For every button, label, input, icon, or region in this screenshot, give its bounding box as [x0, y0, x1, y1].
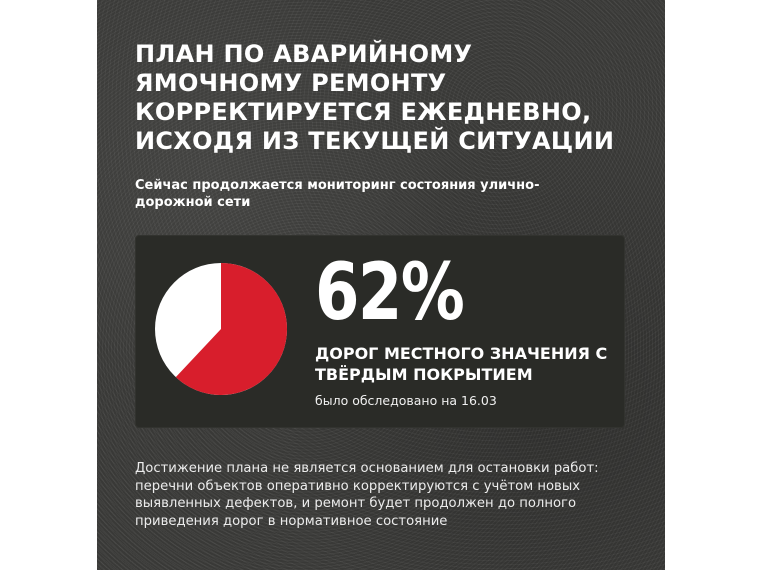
- footnote: Достижение плана не является основанием для остановки работ: перечни объектов оперативно корректируются с учётом новых выявленных дефектов, и ремонт будет продолжен до полного приведения дорог в нормативное состояние: [135, 461, 599, 529]
- stat-percent: 62%: [315, 248, 464, 338]
- pie-chart-icon: [151, 259, 291, 399]
- headline: ПЛАН ПО АВАРИЙНОМУ ЯМОЧНОМУ РЕМОНТУ КОРРЕКТИРУЕТСЯ ЕЖЕДНЕВНО, ИСХОДЯ ИЗ ТЕКУЩЕЙ СИТУАЦИИ: [135, 40, 615, 155]
- stat-note: было обследовано на 16.03: [315, 393, 497, 408]
- stat-panel: [135, 235, 625, 428]
- infographic-card: [97, 0, 665, 570]
- stat-label: ДОРОГ МЕСТНОГО ЗНАЧЕНИЯ С ТВЁРДЫМ ПОКРЫТИЕМ: [315, 344, 608, 384]
- subheadline: Сейчас продолжается мониторинг состояния улично-дорожной сети: [135, 178, 540, 210]
